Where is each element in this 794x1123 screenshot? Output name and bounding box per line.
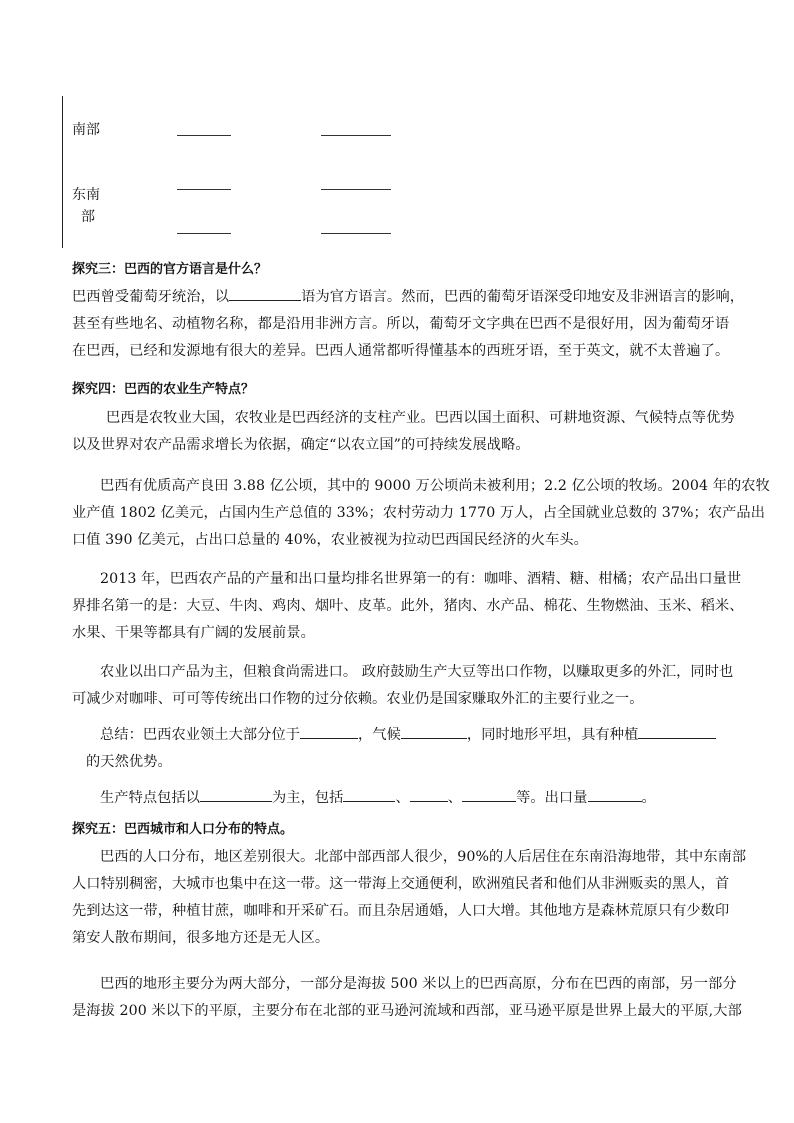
paragraph: 巴西有优质高产良田 3.88 亿公顷，其中的 9000 万公顷尚未被利用；2.2 亿公顷的牧场。2004 年的农牧 业产值 1802 亿美元，占国内生产总值的 33%；农村劳动力 1770 万人，占全国就业总数的 37%；农产品出 口值 390 亿美元，占出口总量的 40%，农业被视为拉动巴西国民经济的火车头。: [72, 478, 770, 548]
section-heading: 探究四：巴西的农业生产特点？: [72, 382, 255, 397]
fill-blank: [638, 724, 716, 739]
fill-blank: [200, 787, 272, 802]
section-heading: 探究三：巴西的官方语言是什么？: [72, 262, 268, 277]
section-heading: 探究五：巴西城市和人口分布的特点。: [72, 822, 294, 837]
paragraph: 2013 年，巴西农产品的产量和出口量均排名世界第一的有：咖啡、酒精、糖、柑橘；农产品出口量世 界排名第一的是：大豆、牛肉、鸡肉、烟叶、皮革。此外，猪肉、水产品、棉花、生物燃油、玉米、稻米、 水果、干果等都具有广阔的发展前景。: [72, 571, 744, 641]
fill-blank: [229, 286, 301, 301]
row-label-south: 南部: [72, 122, 100, 138]
fill-blank: [462, 787, 516, 802]
fill-blank: [588, 787, 642, 802]
row-label-southeast-cont: 部: [81, 209, 95, 225]
fill-blank: [401, 724, 467, 739]
blank-line: [177, 135, 231, 136]
summary-paragraph: 生产特点包括以 为主，包括 、 、 等。出口量 。: [72, 785, 732, 812]
paragraph: 巴西曾受葡萄牙统治，以 语为官方语言。然而，巴西的葡萄牙语深受印地安及非洲语言的影响， 甚至有些地名、动植物名称，都是沿用非洲方言。所以，葡萄牙文字典在巴西不是很好用，因为葡萄牙语 在巴西，已经和发源地有很大的差异。巴西人通常都听得懂基本的西班牙语，至于英文，就不太普遍了。: [72, 284, 732, 365]
row-label-southeast: 东南: [72, 187, 100, 203]
table-left-border: [62, 96, 63, 248]
paragraph: 巴西是农牧业大国，农牧业是巴西经济的支柱产业。巴西以国土面积、可耕地资源、气候特点等优势 以及世界对农产品需求增长为依据，确定“以农立国”的可持续发展战略。: [72, 410, 735, 453]
fill-blank: [410, 787, 448, 802]
paragraph: 农业以出口产品为主，但粮食尚需进口。 政府鼓励生产大豆等出口作物，以赚取更多的外汇，同时也 可减少对咖啡、可可等传统出口作物的过分依赖。农业仍是国家赚取外汇的主要行业之一。: [72, 664, 734, 707]
summary-paragraph: 总结：巴西农业领土大部分位于 ，气候 ，同时地形平坦，具有种植 的天然优势。: [72, 722, 732, 776]
blank-line: [321, 135, 391, 136]
blank-line: [321, 189, 391, 190]
blank-line: [177, 233, 231, 234]
blank-line: [177, 189, 231, 190]
fill-blank: [300, 724, 358, 739]
fill-blank: [343, 787, 395, 802]
paragraph: 巴西的地形主要分为两大部分，一部分是海拔 500 米以上的巴西高原，分布在巴西的南部，另一部分 是海拔 200 米以下的平原，主要分布在北部的亚马逊河流域和西部，亚马逊平原是世界上最大的平原,大部: [72, 976, 742, 1019]
paragraph: 巴西的人口分布，地区差别很大。北部中部西部人很少，90%的人后居住在东南沿海地带，其中东南部 人口特别稠密，大城市也集中在这一带。这一带海上交通便利，欧洲殖民者和他们从非洲贩卖的黑人，首 先到达这一带，种植甘蔗，咖啡和开采矿石。而且杂居通婚，人口大增。其他地方是森林荒原只有少数印 第安人散布期间，很多地方还是无人区。: [72, 849, 747, 946]
blank-line: [321, 233, 391, 234]
